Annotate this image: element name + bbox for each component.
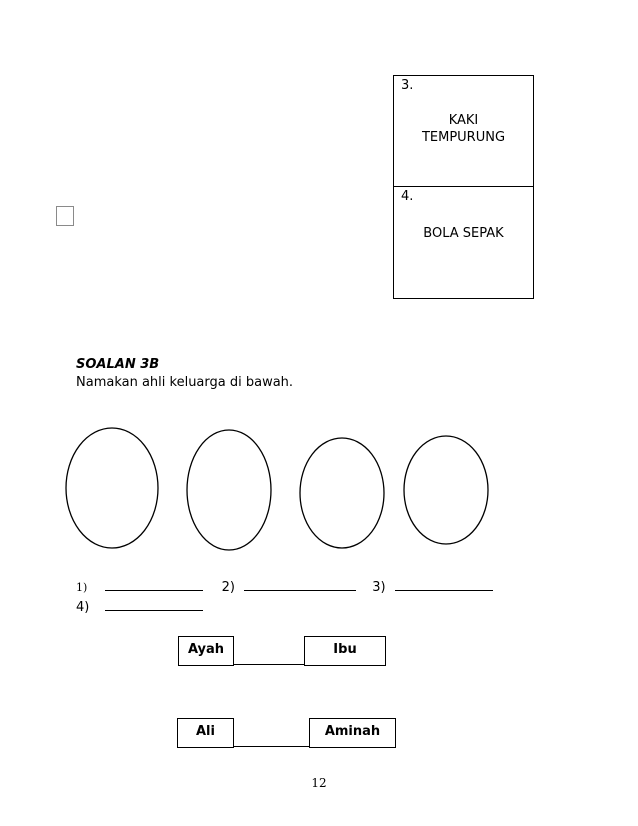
page-number: 12 [311, 776, 327, 790]
name-box-ibu: Ibu [304, 636, 386, 666]
name-box-aminah: Aminah [309, 718, 396, 748]
name-box-ali: Ali [177, 718, 234, 748]
answer-1-label: 1) [76, 581, 88, 594]
answer-3-blank[interactable] [395, 578, 493, 591]
answer-1-blank[interactable] [105, 578, 203, 591]
answer-2-label: 2) [221, 580, 235, 595]
cell-4-number: 4. [401, 189, 414, 204]
answer-4-label: 4) [76, 600, 90, 615]
cell-4-text: BOLA SEPAK [423, 226, 504, 241]
answer-row-2 [76, 598, 493, 618]
answer-3-label: 3) [372, 580, 386, 595]
oval-3 [300, 438, 384, 548]
oval-1 [66, 428, 158, 548]
answer-2-blank[interactable] [244, 578, 356, 591]
answer-lines [76, 578, 493, 618]
cell-3-text-line1: KAKI [448, 113, 479, 128]
answer-row-1 [76, 578, 493, 598]
cell-3-text-line2: TEMPURUNG [421, 130, 506, 145]
section-instruction: Namakan ahli keluarga di bawah. [76, 375, 294, 390]
cell-3-number: 3. [401, 78, 414, 93]
oval-4 [404, 436, 488, 544]
connector-line-2 [233, 746, 310, 747]
name-box-ayah: Ayah [178, 636, 234, 666]
oval-2 [187, 430, 271, 550]
connector-line-1 [233, 664, 305, 665]
answer-4-blank[interactable] [105, 598, 203, 611]
section-title: SOALAN 3B [76, 357, 160, 372]
